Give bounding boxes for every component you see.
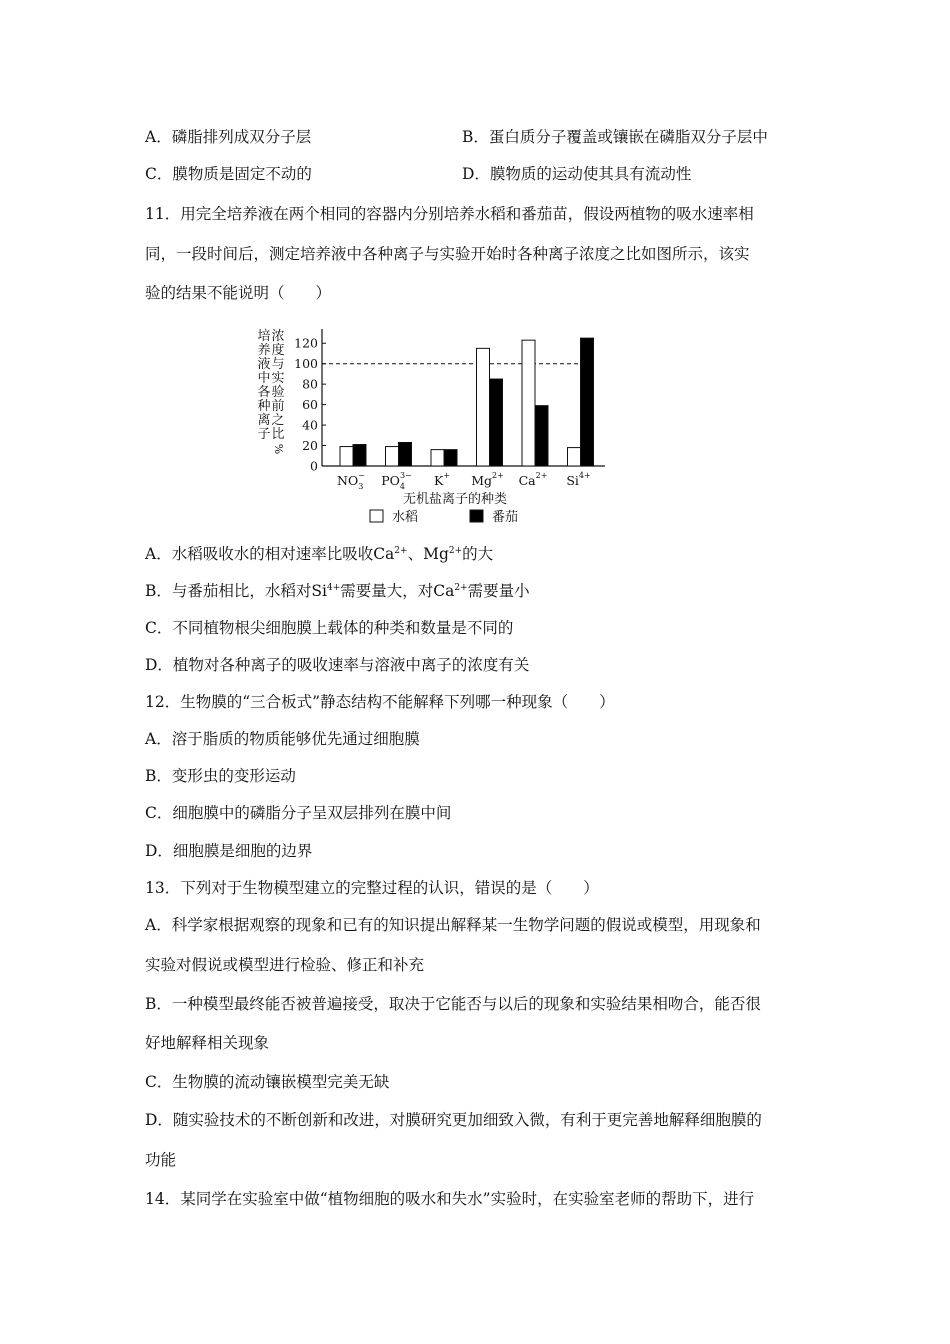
bar-tomato xyxy=(444,450,457,466)
chart-legend xyxy=(370,509,518,525)
y-axis-label-col2-char: 度 xyxy=(271,343,285,358)
q11-stem-line3: 验的结果不能说明（ ） xyxy=(145,284,332,302)
legend-swatch-rice xyxy=(370,510,383,522)
y-axis-label-col1-char: 中 xyxy=(257,371,271,386)
x-tick-label: K+ xyxy=(433,471,451,488)
q10-option-a: A．磷脂排列成双分子层 xyxy=(145,128,312,146)
bar-tomato xyxy=(490,379,503,466)
y-axis-label-col1-char: 各 xyxy=(257,385,271,400)
q12-option-a: A．溶于脂质的物质能够优先通过细胞膜 xyxy=(145,730,420,748)
legend-label-rice: 水稻 xyxy=(392,510,419,525)
y-axis-label-col2-char: 与 xyxy=(271,357,285,372)
q11-stem-line2: 同，一段时间后，测定培养液中各种离子与实验开始时各种离子浓度之比如图所示，该实 xyxy=(145,245,750,263)
bar-rice xyxy=(568,448,581,466)
q13-option-a-line2: 实验对假说或模型进行检验、修正和补充 xyxy=(145,956,425,974)
q11-option-c: C．不同植物根尖细胞膜上载体的种类和数量是不同的 xyxy=(145,619,514,637)
y-tick-label: 120 xyxy=(294,335,318,351)
y-axis-label-col1-char: 养 xyxy=(257,343,271,358)
y-axis-label-col2-char: 之 xyxy=(271,413,285,428)
bar-tomato xyxy=(581,338,594,466)
legend-label-tomato: 番茄 xyxy=(492,510,519,525)
y-axis-label-col1-char: 离 xyxy=(257,413,271,428)
y-axis-label-col1-char: 种 xyxy=(257,399,271,414)
y-axis-unit: % xyxy=(272,443,285,455)
q13-option-d-line2: 功能 xyxy=(145,1151,177,1169)
q10-option-b: B．蛋白质分子覆盖或镶嵌在磷脂双分子层中 xyxy=(462,128,768,146)
y-axis-label-col1-char: 培 xyxy=(257,329,271,344)
y-tick-label: 20 xyxy=(302,438,318,454)
bar-rice xyxy=(522,340,535,466)
bar-tomato xyxy=(535,406,548,466)
x-tick-label: $Mg^{2+}$ xyxy=(471,471,504,488)
q10-option-c: C．膜物质是固定不动的 xyxy=(145,165,312,183)
bar-rice xyxy=(386,447,399,466)
q12-stem: 12．生物膜的“三合板式”静态结构不能解释下列哪一种现象（ ） xyxy=(145,693,615,711)
q12-option-c: C．细胞膜中的磷脂分子呈双层排列在膜中间 xyxy=(145,804,452,822)
q13-stem: 13．下列对于生物模型建立的完整过程的认识，错误的是（ ） xyxy=(145,879,599,897)
y-axis-label-col2-char: 浓 xyxy=(271,329,285,344)
y-axis-label-col2-char: 比 xyxy=(271,427,285,442)
y-tick-label: 100 xyxy=(294,356,318,372)
q10-option-d: D．膜物质的运动使其具有流动性 xyxy=(462,165,692,183)
y-axis-label xyxy=(257,329,285,454)
q13-option-a-line1: A．科学家根据观察的现象和已有的知识提出解释某一生物学问题的假说或模型，用现象和 xyxy=(145,916,761,934)
x-axis-title: 无机盐离子的种类 xyxy=(402,492,508,507)
y-tick-label: 40 xyxy=(302,417,318,433)
y-axis-label-col2-char: 验 xyxy=(271,385,285,400)
y-tick-label: 0 xyxy=(310,458,318,474)
q11-option-b: B．与番茄相比，水稻对$Si^{4+}$需要量大，对$Ca^{2+}$需要量小 xyxy=(145,582,530,600)
y-axis-label-col1-char: 子 xyxy=(257,427,271,442)
legend-swatch-tomato xyxy=(470,510,483,522)
bar-tomato xyxy=(353,445,366,466)
bar-rice xyxy=(431,450,444,466)
q13-option-d-line1: D．随实验技术的不断创新和改进，对膜研究更加细致入微，有利于更完善地解释细胞膜的 xyxy=(145,1111,762,1129)
q13-option-b-line1: B．一种模型最终能否被普遍接受，取决于它能否与以后的现象和实验结果相吻合，能否很 xyxy=(145,995,761,1013)
x-tick-label: $Ca^{2+}$ xyxy=(518,471,548,488)
q11-option-d: D．植物对各种离子的吸收速率与溶液中离子的浓度有关 xyxy=(145,656,530,674)
q11-option-a: A．水稻吸收水的相对速率比吸收$Ca^{2+}$、$Mg^{2+}$的大 xyxy=(145,545,494,563)
y-axis-label-col2-char: 前 xyxy=(271,399,285,414)
y-tick-label: 60 xyxy=(302,397,318,413)
y-axis-label-col1-char: 液 xyxy=(257,357,271,372)
q12-option-b: B．变形虫的变形运动 xyxy=(145,767,296,785)
bar-rice xyxy=(477,348,490,466)
q14-stem-line1: 14．某同学在实验室中做“植物细胞的吸水和失水”实验时，在实验室老师的帮助下，进行 xyxy=(145,1190,755,1208)
x-tick-label: $Si^{4+}$ xyxy=(566,471,591,488)
ion-ratio-bar-chart xyxy=(250,325,630,530)
y-axis-label-col2-char: 实 xyxy=(271,371,285,386)
x-tick-label: $NO_3-$ xyxy=(337,471,365,491)
q12-option-d: D．细胞膜是细胞的边界 xyxy=(145,842,313,860)
y-axis-label-col2 xyxy=(271,329,285,454)
y-axis-label-col1 xyxy=(257,329,270,442)
q11-stem-line1: 11．用完全培养液在两个相同的容器内分别培养水稻和番茄苗，假设两植物的吸水速率相 xyxy=(145,205,754,223)
bar-rice xyxy=(340,447,353,466)
q13-option-b-line2: 好地解释相关现象 xyxy=(145,1034,270,1052)
y-tick-label: 80 xyxy=(302,376,318,392)
bar-tomato xyxy=(399,442,412,466)
x-tick-label: $PO_43-$ xyxy=(381,471,412,491)
q13-option-c: C．生物膜的流动镶嵌模型完美无缺 xyxy=(145,1073,390,1091)
